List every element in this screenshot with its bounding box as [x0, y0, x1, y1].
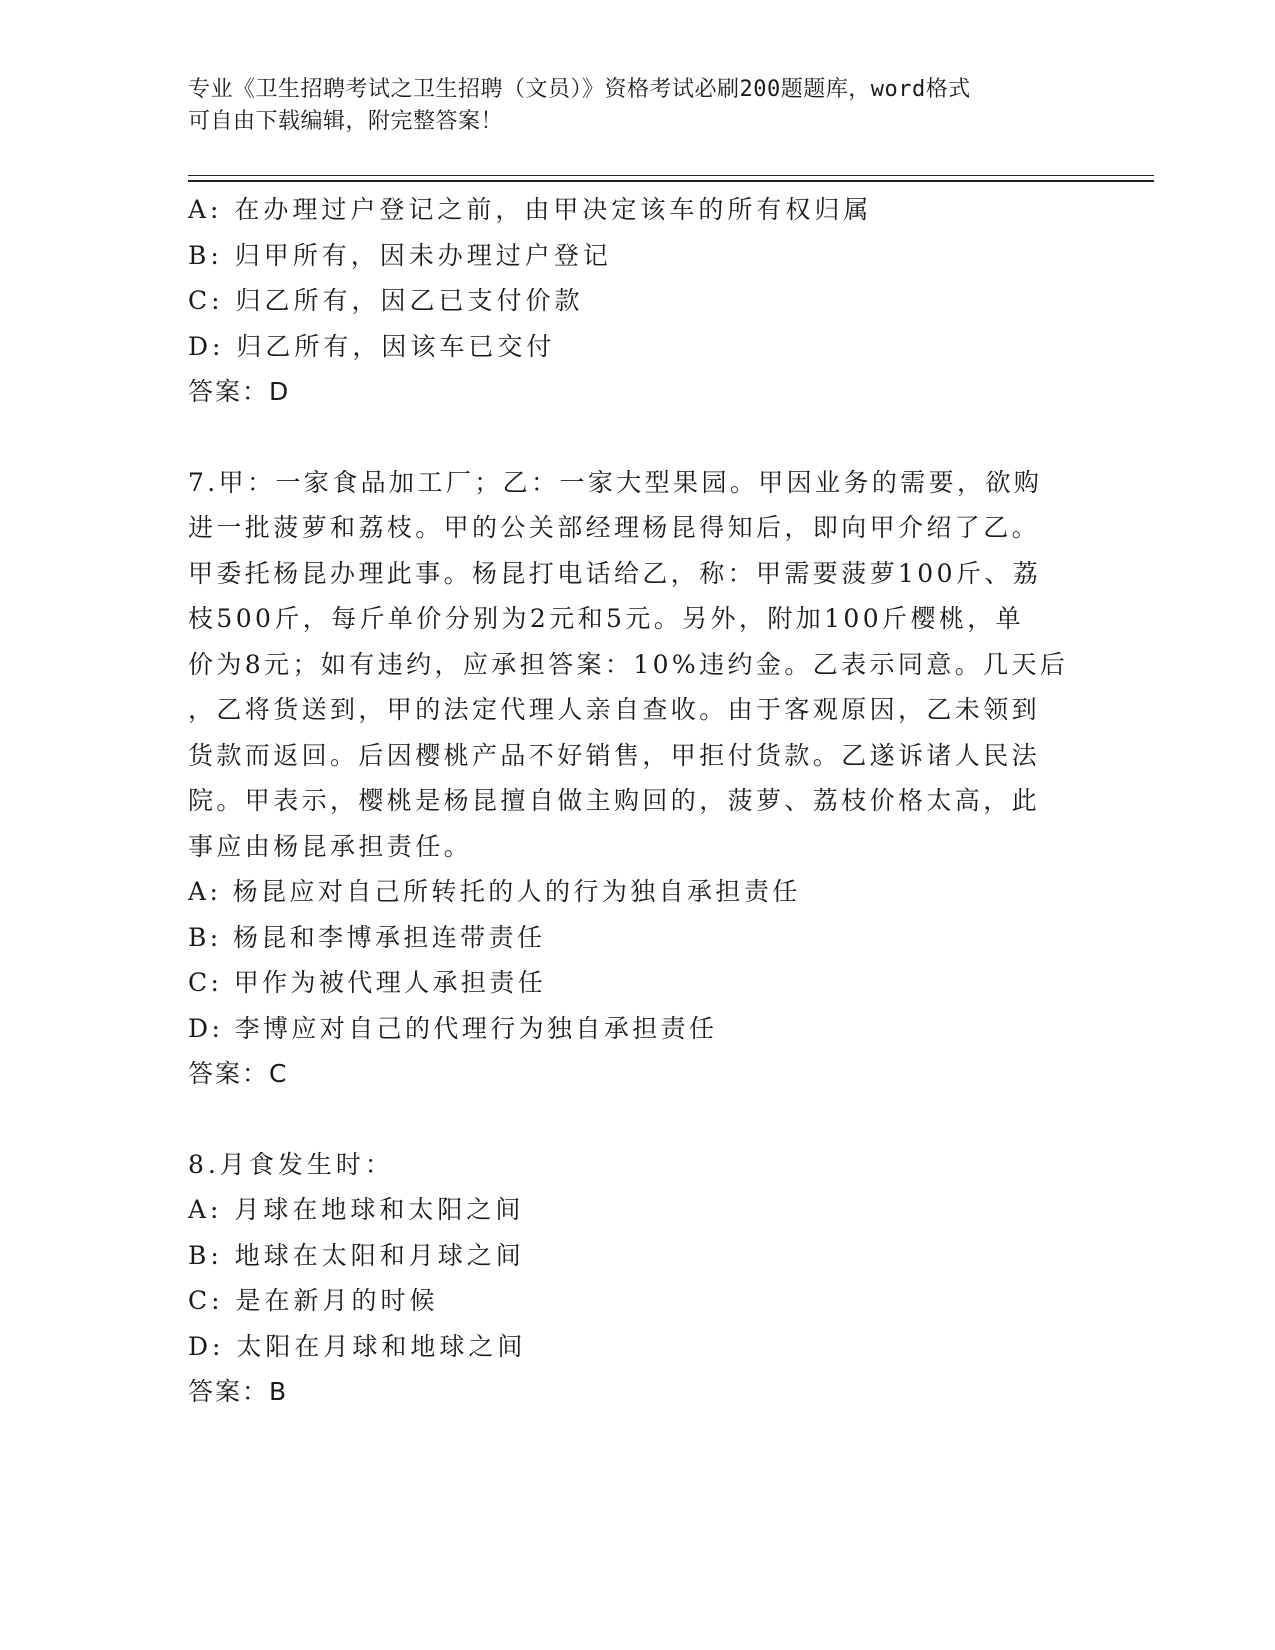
- question-text-line: 进一批菠萝和荔枝。甲的公关部经理杨昆得知后，即向甲介绍了乙。: [188, 513, 1041, 542]
- option-b: B: 归甲所有，因未办理过户登记: [188, 240, 612, 270]
- option-a: A: 杨昆应对自己所转托的人的行为独自承担责任: [188, 877, 801, 906]
- option-a: A: 月球在地球和太阳之间: [188, 1195, 525, 1224]
- spacer: [188, 415, 1068, 460]
- question-text-line: 7.甲：一家食品加工厂；乙：一家大型果园。甲因业务的需要，欲购: [188, 467, 1043, 497]
- question-text-line: 院。甲表示，樱桃是杨昆擅自做主购回的，菠萝、荔枝价格太高，此: [188, 786, 1041, 815]
- question-text-line: 枝500斤，每斤单价分别为2元和5元。另外，附加100斤樱桃，单: [188, 604, 1025, 633]
- question-text-line: 价为8元；如有违约，应承担答案：10%违约金。乙表示同意。几天后: [188, 649, 1068, 679]
- spacer: [188, 1097, 1068, 1142]
- question-7: [188, 460, 1068, 1097]
- option-d: D: 李博应对自己的代理行为独自承担责任: [188, 1013, 718, 1043]
- question-text-line: ，乙将货送到，甲的法定代理人亲自查收。由于客观原因，乙未领到: [188, 695, 1041, 724]
- answer-line: 答案：D: [188, 377, 291, 406]
- answer-line: 答案：C: [188, 1059, 289, 1088]
- header-line-1: 专业《卫生招聘考试之卫生招聘（文员）》资格考试必刷200题题库，word格式: [188, 77, 971, 102]
- option-d: D: 太阳在月球和地球之间: [188, 1331, 527, 1361]
- question-text-line: 货款而返回。后因樱桃产品不好销售，甲拒付货款。乙遂诉诸人民法: [188, 740, 1041, 770]
- question-text-line: 甲委托杨昆办理此事。杨昆打电话给乙，称：甲需要菠萝100斤、荔: [188, 558, 1042, 588]
- document-body: [188, 187, 1068, 1415]
- option-b: B: 杨昆和李博承担连带责任: [188, 922, 546, 952]
- option-c: C: 是在新月的时候: [188, 1286, 439, 1315]
- option-d: D: 归乙所有，因该车已交付: [188, 331, 556, 361]
- option-c: C: 归乙所有，因乙已支付价款: [188, 286, 584, 315]
- answer-line: 答案：B: [188, 1377, 289, 1406]
- header-rule-thick: [188, 180, 1154, 182]
- question-text-line: 事应由杨昆承担责任。: [188, 831, 473, 861]
- option-a: A: 在办理过户登记之前，由甲决定该车的所有权归属: [188, 195, 873, 224]
- option-c: C: 甲作为被代理人承担责任: [188, 968, 547, 997]
- question-8: [188, 1142, 1068, 1415]
- question-6-continued: [188, 187, 1068, 415]
- option-b: B: 地球在太阳和月球之间: [188, 1240, 525, 1270]
- header-line-2: 可自由下载编辑，附完整答案！: [188, 109, 504, 134]
- question-text-line: 8.月食发生时：: [188, 1149, 394, 1179]
- page-header: [188, 74, 1068, 138]
- header-rule-thin: [188, 175, 1154, 176]
